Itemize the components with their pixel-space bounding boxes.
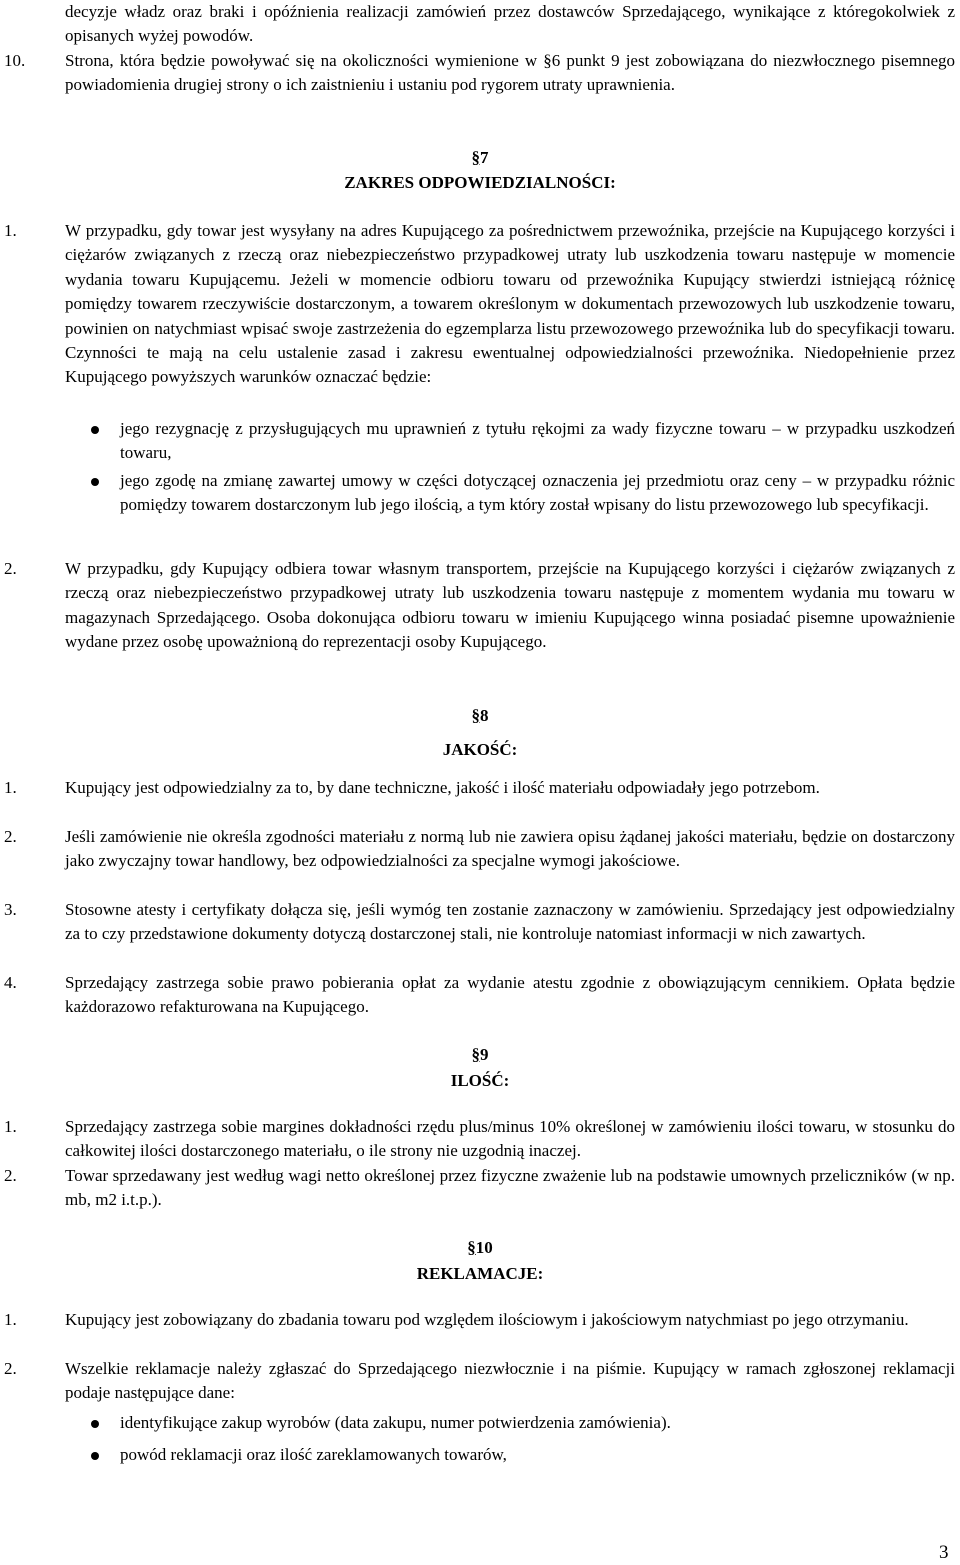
bullet-icon [91,1452,99,1460]
item-number: 4. [4,973,17,992]
item-text: Strona, która będzie powoływać się na okoliczności wymienione w §6 punkt 9 jest zobowiązana do niezwłocznego pisemnego powiadomienia drugiej strony o ich zaistnieniu i ustaniu pod rygorem utraty uprawnienia. [65,51,955,95]
bullet-item [120,1443,955,1467]
section-number-value: 10 [475,1238,493,1257]
section-number [0,1043,960,1067]
item-number: 10. [4,51,26,70]
item-number: 2. [4,559,17,578]
item-paragraph [65,49,955,98]
bullet-item [120,1411,955,1435]
bullet-icon [91,478,99,486]
item-text: W przypadku, gdy Kupujący odbiera towar własnym transportem, przejście na Kupującego korzyści i ciężarów związanych z rzeczą oraz niebezpieczeństwo przypadkowej utraty lub uszkodzenia towaru następuje z momentem wydania mu towaru w magazynach Sprzedającego. Osoba dokonująca odbioru towaru w imieniu Kupującego winna posiadać pisemne upoważnienie wydane przez osobę upoważnioną do reprezentacji osoby Kupującego. [65,559,955,652]
item-number: 1. [4,778,17,797]
item-paragraph [65,825,955,874]
continuation-paragraph [65,0,955,49]
item-text: Kupujący jest odpowiedzialny za to, by dane techniczne, jakość i ilość materiału odpowiadały jego potrzebom. [65,778,820,797]
item-text: Sprzedający zastrzega sobie margines dokładności rzędu plus/minus 10% określonej w zamówieniu ilości towaru, w stosunku do całkowitej ilości dostarczonego materiału, o ile strony nie uzgodnią inaczej. [65,1117,955,1161]
item-paragraph [65,1164,955,1213]
item-text: Wszelkie reklamacje należy zgłaszać do Sprzedającego niezwłocznie i na piśmie. Kupujący w ramach zgłoszonej reklamacji podaje następujące dane: [65,1359,955,1403]
item-number: 1. [4,1117,17,1136]
item-paragraph [65,1357,955,1406]
bullet-text: identyfikujące zakup wyrobów (data zakupu, numer potwierdzenia zamówienia). [120,1413,671,1432]
item-paragraph [65,971,955,1020]
bullet-item [120,469,955,518]
bullet-item [120,417,955,466]
item-text: Stosowne atesty i certyfikaty dołącza się, jeśli wymóg ten zostanie zaznaczony w zamówieniu. Sprzedający jest odpowiedzialny za to czy przedstawione dokumenty dotyczą dostarczonej stali, nie kontroluje natomiast informacji w nich zawartych. [65,900,955,944]
section-number-value: 8 [480,706,489,725]
section-number-value: 9 [480,1045,489,1064]
section-title: ZAKRES ODPOWIEDZIALNOŚCI: [344,173,616,192]
bullet-text: jego rezygnację z przysługujących mu uprawnień z tytułu rękojmi za wady fizyczne towaru – w przypadku uszkodzeń towaru, [120,419,955,463]
item-text: Sprzedający zastrzega sobie prawo pobierania opłat za wydanie atestu zgodnie z obowiązującym cennikiem. Opłata będzie każdorazowo refakturowana na Kupującego. [65,973,955,1017]
bullet-icon [91,1420,99,1428]
section-number [0,1236,960,1260]
bullet-text: powód reklamacji oraz ilość zareklamowanych towarów, [120,1445,507,1465]
section-symbol: § [471,148,480,167]
item-text: Jeśli zamówienie nie określa zgodności materiału z normą lub nie zawiera opisu żądanej jakości materiału, będzie on dostarczony jako zwyczajny towar handlowy, bez odpowiedzialności za specjalne wymogi jakościowe. [65,827,955,871]
section-number [0,704,960,728]
item-number: 2. [4,1359,17,1378]
bullet-text: jego zgodę na zmianę zawartej umowy w części dotyczącej oznaczenia jej przedmiotu oraz ceny – w przypadku różnic pomiędzy towarem dostarczonym lub jego ilością, a tym który został wpisany do listu przewozowego lub specyfikacji. [120,470,955,515]
item-text: Towar sprzedawany jest według wagi netto określonej przez fizyczne zważenie lub na podstawie umownych przeliczników (w np. mb, m2 i.t.p.). [65,1166,955,1210]
item-paragraph [65,219,955,390]
item-text: W przypadku, gdy towar jest wysyłany na adres Kupującego za pośrednictwem przewoźnika, przejście na Kupującego korzyści i ciężarów związanych z rzeczą oraz niebezpieczeństwo przypadkowej utraty lub uszkodzenia towaru następuje w momencie wydania towaru Kupującemu. Jeżeli w momencie odbioru towaru od przewoźnika Kupujący stwierdzi istniejącą różnicę pomiędzy towarem rzeczywiście dostarczonym, a towarem określonym w dokumentach przewozowych lub uszkodzenie towaru, powinien on natychmiast wpisać swoje zastrzeżenia do egzemplarza listu przewozowego przewoźnika lub do specyfikacji towaru. Czynności te mają na celu ustalenie zasad i zakresu ewentualnej odpowiedzialności przewoźnika. Niedopełnienie przez Kupującego powyższych warunków oznaczać będzie: [65,221,955,387]
page-number: 3 [939,1542,949,1563]
bullet-list [120,417,955,518]
section-number-value: 7 [480,148,489,167]
bullet-icon [91,426,99,434]
item-number: 2. [4,1166,17,1185]
section-title: REKLAMACJE: [416,1264,544,1283]
item-number: 1. [4,221,17,240]
continuation-text: decyzje władz oraz braki i opóźnienia realizacji zamówień przez dostawców Sprzedającego, wynikające z któregokolwiek z opisanych wyżej powodów. [65,2,955,46]
item-number: 2. [4,827,17,846]
section-symbol: § [467,1238,476,1257]
item-text: Kupujący jest zobowiązany do zbadania towaru pod względem ilościowym i jakościowym natychmiast po jego otrzymaniu. [65,1310,909,1329]
item-number: 3. [4,900,17,919]
section-title: JAKOŚĆ: [442,740,518,759]
item-paragraph [65,557,955,655]
item-paragraph [65,898,955,947]
section-symbol: § [471,1045,480,1064]
bullet-list [120,1411,955,1468]
section-title: ILOŚĆ: [450,1071,510,1090]
section-number [0,146,960,170]
section-symbol: § [471,706,480,725]
item-paragraph [65,776,955,800]
item-paragraph [65,1115,955,1164]
item-number: 1. [4,1310,17,1329]
item-paragraph [65,1308,955,1332]
